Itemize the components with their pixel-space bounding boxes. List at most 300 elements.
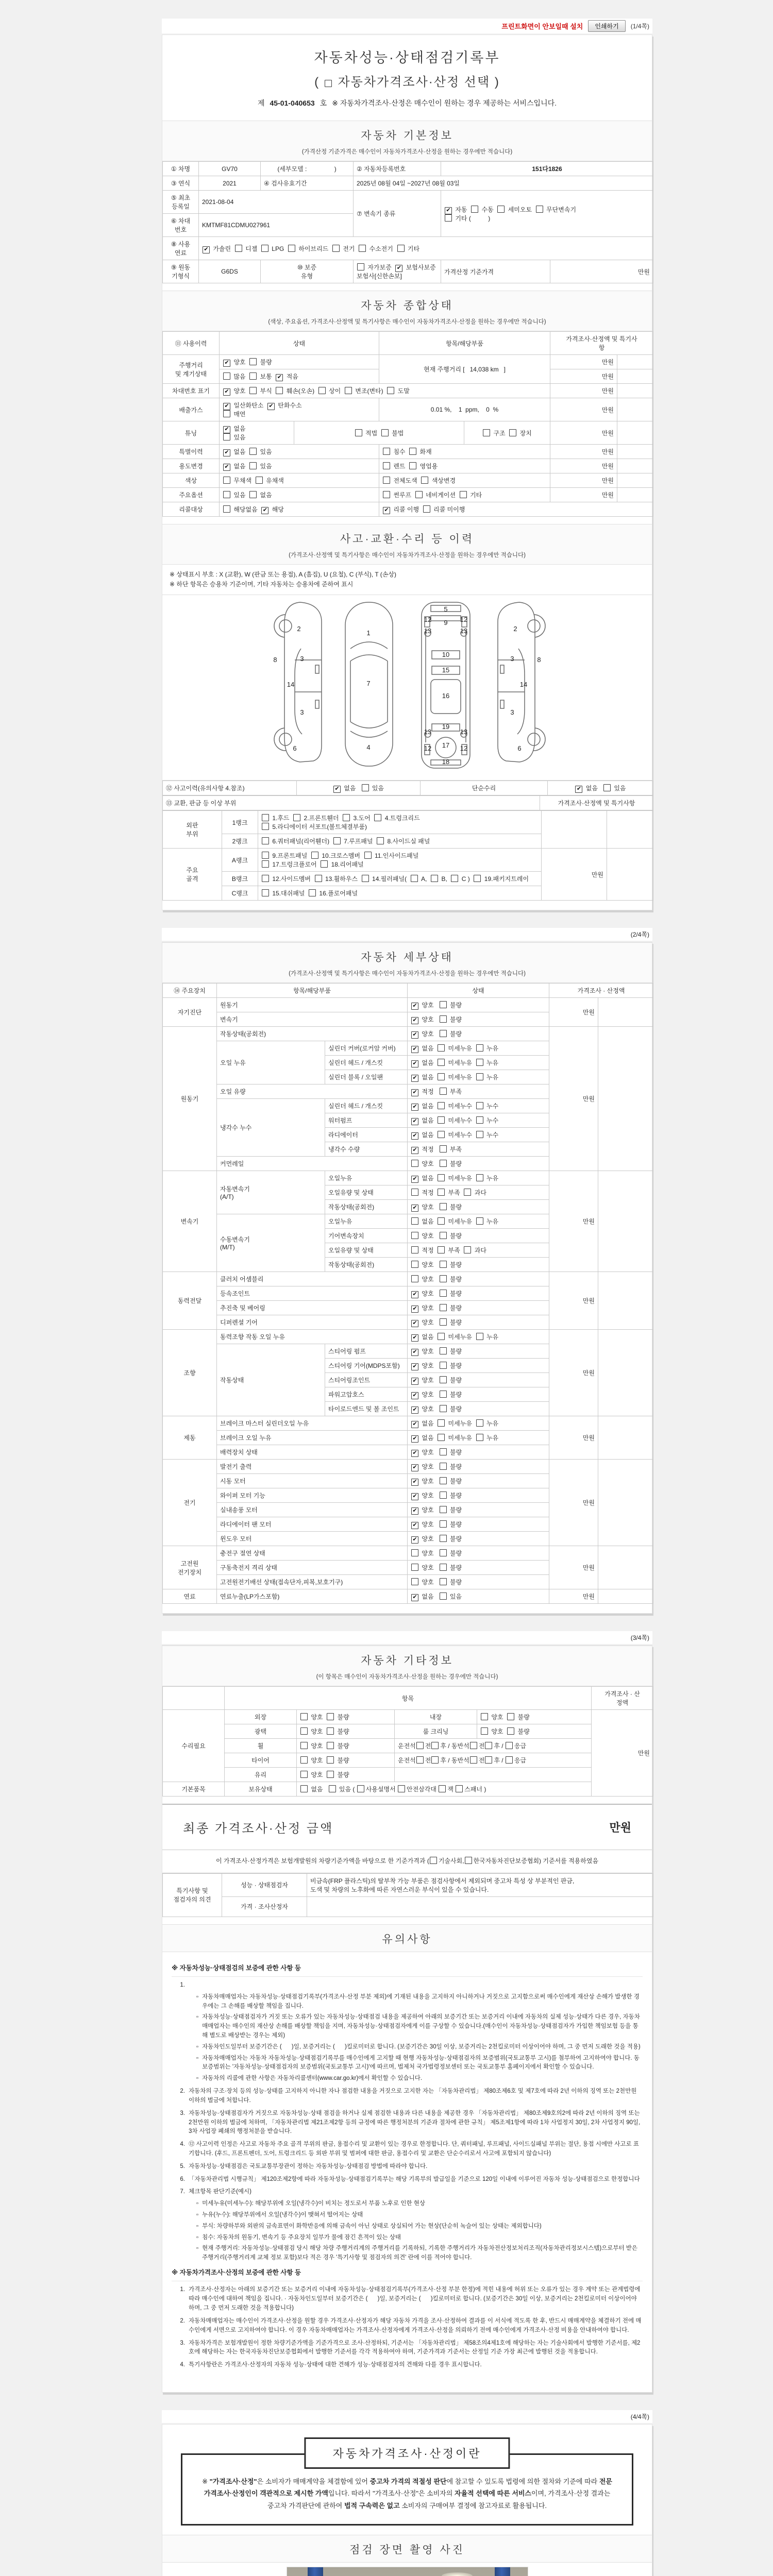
table-cell: ✔ 양호 불량	[408, 1503, 549, 1517]
svg-text:14: 14	[287, 681, 295, 689]
table-cell	[598, 1460, 653, 1546]
checkbox-unchecked	[440, 1318, 447, 1326]
notice-bullet	[196, 2233, 643, 2243]
section-basic-info	[162, 121, 652, 283]
table-cell: 배력장치 상태	[217, 1445, 408, 1460]
checkbox-unchecked	[438, 1116, 445, 1124]
table-cell: ✔ 양호 불량	[408, 1027, 549, 1041]
checkbox-unchecked	[439, 1785, 446, 1792]
table-cell: ✔ 양호 불량	[408, 1359, 549, 1373]
table-cell: 용도변경	[163, 459, 220, 473]
table-cell: 12.사이드멤버 13.휠하우스 14.필러패널( A, B, C ) 19.패키지트레이	[258, 872, 542, 886]
table-cell: ⑤ 최초 등록일	[163, 191, 199, 214]
checkbox-unchecked	[440, 1520, 447, 1528]
table-cell: (세부모델 : )	[261, 162, 354, 176]
table-cell: 상태	[408, 984, 549, 998]
notice-item-text: 자동차성능·상태점검자가 거짓으로 자동차성능·상태 점검을 하거나 실제 점검한 내용과 다른 내용을 제공한 경우 「자동차관리법」 제80조제9호의2에 따라 2년 이하의 징역 또는 2천만원 이하의 벌금에 처하며, 「자동차관리법 제21조제2항 등의 규정에 따른 행정처분의 기준과 절차에 관한 규칙」 제5조제1항에 따라 1차 사업정지 30일, 2차 사업정지 90일, 3차 사업장 폐쇄의 행정처분을 받습니다.	[189, 2110, 641, 2135]
checkbox-unchecked	[387, 387, 394, 394]
print-button[interactable]: 인쇄하기	[588, 20, 625, 32]
table-cell: 커먼레일	[217, 1157, 408, 1171]
table-cell: 제동	[163, 1416, 217, 1460]
table-cell: A랭크	[222, 849, 258, 872]
table-cell	[607, 811, 653, 849]
checkbox-unchecked	[474, 875, 481, 882]
table-cell: 시동 모터	[217, 1474, 408, 1488]
bullet-icon: ▫	[196, 2055, 199, 2061]
table-cell: ✔ 없음 미세누수 누수	[408, 1128, 549, 1142]
checkbox-unchecked	[223, 477, 230, 484]
table-cell: 상태	[220, 332, 379, 355]
table-cell: 2021	[199, 176, 261, 191]
table-cell	[598, 1027, 653, 1171]
table-cell: 오일누유	[325, 1214, 408, 1229]
svg-text:13: 13	[424, 627, 432, 635]
table-cell: 실린더 헤드 / 개스킷	[325, 1056, 408, 1070]
checkbox-unchecked	[421, 477, 428, 484]
table-cell: 추진축 및 베어링	[217, 1301, 408, 1315]
table-cell: ✔ 없음 미세누유 누유	[408, 1431, 549, 1445]
checkbox-unchecked	[430, 1857, 437, 1864]
table-cell: 작동상태	[217, 1344, 325, 1416]
table-cell: 기어변속장치	[325, 1229, 408, 1243]
table-cell	[617, 473, 653, 488]
table-cell: 1.후드 2.프론트휀더 3.도어 4.트렁크리드 5.라디에이터 서포트(볼트체결부품)	[258, 811, 542, 834]
checkbox-unchecked	[440, 1030, 447, 1037]
table-cell: 양호 불량	[297, 1753, 395, 1768]
checkbox-checked: ✔	[411, 1089, 418, 1096]
notice-item-number: 5.	[180, 2163, 185, 2170]
table-cell	[542, 811, 607, 849]
table-cell: 원동기	[217, 998, 408, 1012]
checkbox-checked: ✔	[411, 1507, 418, 1515]
checkbox-unchecked	[440, 1506, 447, 1513]
checkbox-checked: ✔	[411, 1291, 418, 1298]
table-cell: KMTMF81CDMU027961	[199, 214, 354, 237]
checkbox-checked: ✔	[223, 449, 230, 456]
notice-bullet-text: 자동차성능·상태점검자가 거짓 또는 오류가 있는 자동차성능·상태점검 내용을 제공하여 아래의 보증기간 또는 보증거리 이내에 자동차의 실제 성능·상태가 다른 경우, 자동차매매업자는 매수인의 재산상 손해를 배상할 책임을 지며, 자동차성능·상태점검자에게 이를 구상할 수 있습니다.(매수인이 자동차성능·상태점검자가 가입한 책임보험 등을 통해 별도로 배상받는 경우는 제외)	[202, 2014, 640, 2039]
checkbox-unchecked	[440, 1376, 447, 1383]
table-cell: ⑥ 차대 번호	[163, 214, 199, 237]
table-cell: 만원	[550, 445, 617, 459]
table-cell: 주요 골격	[163, 849, 222, 901]
svg-text:5: 5	[444, 605, 448, 614]
table-cell: 조향	[163, 1330, 217, 1416]
notice-item	[177, 2087, 643, 2106]
notice-item-number: 7.	[180, 2189, 185, 2195]
checkbox-checked: ✔	[267, 403, 275, 410]
table-cell: 연료	[163, 1589, 217, 1604]
table-cell: ⑩ 보증 유형	[261, 260, 354, 283]
svg-text:17: 17	[442, 741, 450, 750]
checkbox-unchecked	[262, 860, 269, 868]
bullet-icon: ▫	[196, 2014, 199, 2021]
checkbox-unchecked	[438, 1434, 445, 1441]
checkbox-unchecked	[440, 1405, 447, 1412]
exchange-repair-header	[162, 795, 653, 810]
table-cell: 만원	[549, 1027, 598, 1171]
checkbox-checked: ✔	[333, 786, 341, 793]
checkbox-checked: ✔	[411, 1392, 418, 1399]
checkbox-unchecked	[451, 875, 458, 882]
svg-text:2: 2	[513, 625, 517, 633]
table-cell: ⑭ 주요장치	[163, 984, 217, 998]
table-cell: 기본품목	[163, 1782, 225, 1797]
section-other-info	[162, 1646, 652, 1797]
checkbox-unchecked	[438, 1333, 445, 1340]
table-cell: 유리	[225, 1768, 297, 1782]
checkbox-checked: ✔	[411, 1104, 418, 1111]
table-cell: ✔ 없음 미세누수 누수	[408, 1099, 549, 1113]
checkbox-unchecked	[397, 245, 405, 252]
checkbox-unchecked	[440, 1362, 447, 1369]
checkbox-unchecked	[440, 1261, 447, 1268]
checkbox-unchecked	[329, 1785, 336, 1792]
table-cell: 실린더 헤드 / 개스킷	[325, 1099, 408, 1113]
table-cell: 만원	[549, 1460, 598, 1546]
notice-item-number: 4.	[180, 2362, 185, 2368]
table-cell	[307, 1896, 653, 1917]
checkbox-checked: ✔	[411, 1046, 418, 1053]
checkbox-unchecked	[476, 1174, 483, 1181]
table-cell	[598, 1546, 653, 1589]
table-cell: 리콜대상	[163, 502, 220, 517]
notice-bullet	[196, 2199, 643, 2209]
table-cell: 운전석 전 후 / 동반석 전 후 / 응급	[395, 1753, 592, 1768]
table-cell: 양호 불량	[408, 1561, 549, 1575]
detail-condition-table	[162, 983, 653, 1604]
table-cell: 주요옵션	[163, 488, 220, 502]
checkbox-unchecked	[411, 1217, 418, 1225]
table-cell: 특기사항 및 점검자의 의견	[163, 1873, 222, 1917]
checkbox-unchecked	[440, 1592, 447, 1600]
notice-item-text: 「자동차관리법 시행규칙」 제120조제2항에 따라 자동차성능·상태점검기록부는 해당 기록부의 발급일을 기준으로 120일 이내에 이루어진 자동차 성능·상태점검으로 한정합니다	[189, 2176, 640, 2182]
notice-item-number: 2.	[180, 2088, 185, 2095]
table-cell: 구조 장치	[464, 421, 550, 445]
table-cell: 워터펌프	[325, 1113, 408, 1128]
table-cell: ✔ 일산화탄소 ✔ 탄화수소 매연	[220, 398, 379, 421]
doc-number: 45-01-040653	[270, 99, 315, 107]
checkbox-unchecked	[383, 448, 390, 455]
doc-title: 자동차성능·상태점검기록부	[314, 50, 500, 65]
checkbox-unchecked	[223, 433, 230, 440]
section-title: 자동차 종합상태	[361, 300, 453, 312]
print-install-notice: 프린트화면이 안보일때 설치	[501, 23, 583, 30]
svg-text:3: 3	[510, 655, 514, 663]
checkbox-unchecked	[476, 1116, 483, 1124]
checkbox-checked: ✔	[223, 403, 230, 410]
table-cell: 내장	[395, 1710, 477, 1724]
table-cell: 배출가스	[163, 398, 220, 421]
checkbox-unchecked	[300, 1785, 308, 1792]
table-cell: ⑫ 사고이력(유의사항 4.참조)	[163, 781, 297, 795]
notice-item-number: 3.	[180, 2110, 185, 2116]
table-cell: 브레이크 오일 누유	[217, 1431, 408, 1445]
table-cell: 성능 · 상태점검자	[222, 1873, 307, 1896]
table-cell: 만원	[550, 459, 617, 473]
table-cell: 작동상태(공회전)	[325, 1258, 408, 1272]
table-cell: 전체도색 색상변경	[379, 473, 550, 488]
checkbox-unchecked	[438, 1174, 445, 1181]
final-price-note: 이 가격조사·산정가격은 보험개발원의 차량기준가액을 바탕으로 한 기준가격과 ( 기술사회, 한국자동차진단보증협회) 기준서를 적용하였음	[162, 1850, 652, 1873]
page-3	[162, 1645, 652, 2393]
table-cell: 주행거리 및 계기상태	[163, 355, 220, 384]
table-cell	[395, 1768, 592, 1782]
table-cell: ✔ 리콜 이행 리콜 미이행	[379, 502, 653, 517]
checkbox-unchecked	[311, 852, 318, 859]
svg-text:14: 14	[519, 681, 528, 689]
table-cell: 가격 · 조사산정자	[222, 1896, 307, 1917]
table-cell: 와이퍼 모터 기능	[217, 1488, 408, 1503]
table-cell: 9.프론트패널 10.크로스멤버 11.인사이드패널 17.트렁크플로어 18.리어패널	[258, 849, 542, 872]
table-cell: 룸 크리닝	[395, 1724, 477, 1739]
notice-item-number: 3.	[180, 2340, 185, 2346]
checkbox-checked: ✔	[411, 1306, 418, 1313]
table-cell: ③ 연식	[163, 176, 199, 191]
table-cell: ✔ 없음 미세누유 누유	[408, 1416, 549, 1431]
definition-box-title: 자동차가격조사·산정이란	[304, 2437, 510, 2469]
table-cell: 스티어링 펌프	[325, 1344, 408, 1359]
table-cell: 오일 유량	[217, 1084, 408, 1099]
checkbox-checked: ✔	[411, 1003, 418, 1010]
table-cell: 실린더 커버(로커암 커버)	[325, 1041, 408, 1056]
table-cell: 적정 부족 과다	[408, 1243, 549, 1258]
table-cell: 자가보증 ✔ 보험사보증 보험사[신한손보]	[354, 260, 441, 283]
checkbox-unchecked	[359, 245, 366, 252]
car-diagram-svg	[253, 599, 562, 772]
table-cell: 양호 불량	[408, 1575, 549, 1589]
checkbox-unchecked	[465, 1857, 472, 1864]
table-cell: ✔ 없음 있음	[220, 445, 379, 459]
checkbox-unchecked	[411, 875, 418, 882]
checkbox-unchecked	[438, 1102, 445, 1109]
notice-bullet	[196, 1993, 643, 2011]
page-4	[162, 2424, 652, 2576]
checkbox-unchecked	[476, 1073, 483, 1080]
notice-item-text: 자동차성능·상태점검은 국토교통부장관이 정하는 자동차성능·상태점검 방법에 따라야 합니다.	[189, 2163, 428, 2170]
svg-text:13: 13	[460, 627, 468, 635]
checkbox-unchecked	[249, 387, 257, 394]
table-cell: 수동변속기 (M/T)	[217, 1214, 325, 1272]
checkbox-unchecked	[327, 1727, 334, 1735]
table-cell: 가격조사·산정액 및 특기사 항	[550, 332, 653, 355]
table-cell: 만원	[592, 1710, 653, 1797]
svg-text:3: 3	[300, 655, 304, 663]
table-cell: ✔ 없음 있음	[220, 421, 294, 445]
svg-text:12: 12	[424, 616, 432, 624]
table-cell: 만원	[549, 1272, 598, 1330]
svg-text:19: 19	[442, 723, 450, 731]
section-note: (가격조사·산정액 및 특기사항은 매수인이 자동차가격조사·산정을 원하는 경우에만 적습니다)	[289, 971, 526, 977]
table-cell: ⑦ 변속기 종류	[354, 191, 441, 237]
document-header	[162, 35, 652, 113]
table-cell	[598, 1589, 653, 1604]
checkbox-unchecked	[262, 823, 269, 830]
svg-text:3: 3	[300, 708, 304, 717]
checkbox-unchecked	[440, 1290, 447, 1297]
checkbox-unchecked	[438, 1059, 445, 1066]
table-cell: ✔ 없음 미세누유 누유	[408, 1330, 549, 1344]
checkbox-unchecked	[507, 1727, 514, 1735]
table-cell	[617, 369, 653, 384]
checkbox-checked: ✔	[411, 1060, 418, 1067]
checkbox-unchecked	[536, 206, 543, 213]
table-cell: ✔ 양호 불량	[408, 1532, 549, 1546]
table-cell: 발전기 출력	[217, 1460, 408, 1474]
table-cell: ⑨ 원동 기형식	[163, 260, 199, 283]
table-cell: 오일누유	[325, 1171, 408, 1185]
checkbox-unchecked	[440, 1275, 447, 1282]
table-cell	[598, 998, 653, 1027]
section-title: 자동차 기타정보	[361, 1655, 453, 1667]
table-cell: 고전원전기배선 상태(접속단자,피복,보호기구)	[217, 1575, 408, 1589]
table-cell: 현재 주행거리 [ 14,038 km ]	[379, 355, 550, 384]
table-cell: 만원	[550, 369, 617, 384]
table-cell: 2025년 08월 04일 ~2027년 08월 03일	[354, 176, 653, 191]
checkbox-unchecked	[383, 462, 390, 469]
checkbox-unchecked	[416, 1742, 424, 1749]
price-appraisal-definition-box	[181, 2447, 633, 2526]
table-cell	[617, 384, 653, 398]
notice-bullet-text: 침수: 자동차의 원동기, 변속기 등 주요장치 일부가 물에 잠긴 흔적이 있는 상태	[202, 2234, 401, 2241]
checkbox-unchecked	[249, 372, 257, 380]
table-cell: 양호 불량	[408, 1272, 549, 1286]
table-cell: 만원	[549, 1589, 598, 1604]
table-cell: ⑪ 사용이력	[163, 332, 220, 355]
table-cell: 실내송풍 모터	[217, 1503, 408, 1517]
checkbox-unchecked	[483, 429, 490, 436]
svg-text:6: 6	[517, 744, 522, 753]
doc-number-line	[162, 98, 652, 108]
checkbox-checked: ✔	[411, 1031, 418, 1039]
checkbox-unchecked	[438, 1131, 445, 1138]
checkbox-checked: ✔	[411, 1536, 418, 1544]
table-cell	[598, 1416, 653, 1460]
checkbox-unchecked	[476, 1434, 483, 1441]
section-title: 유의사항	[382, 1933, 432, 1945]
checkbox-checked: ✔	[575, 786, 582, 793]
table-cell: 파워고압호스	[325, 1387, 408, 1402]
checkbox-unchecked	[411, 1578, 418, 1585]
svg-text:6: 6	[293, 744, 297, 753]
table-cell: ⑬ 교환, 판금 등 이상 부위	[163, 796, 540, 810]
table-cell: 휠	[225, 1739, 297, 1753]
checkbox-unchecked	[416, 1756, 424, 1764]
checkbox-unchecked	[288, 245, 295, 252]
table-cell: 만원	[549, 1330, 598, 1416]
checkbox-unchecked	[507, 1713, 514, 1720]
table-cell: 동력전달	[163, 1272, 217, 1330]
checkbox-checked: ✔	[411, 1421, 418, 1428]
table-cell: 단순수리	[421, 781, 548, 795]
svg-text:7: 7	[366, 680, 371, 688]
checkbox-unchecked	[262, 889, 269, 896]
checkbox-unchecked	[362, 875, 369, 882]
notice-bullet-text: 누유(누수): 해당부위에서 오일(냉각수)이 맺혀서 떨어지는 상태	[202, 2212, 363, 2218]
notice-item	[177, 2317, 643, 2335]
section-cautions	[162, 1924, 652, 2383]
table-cell: 있음 없음	[220, 488, 379, 502]
table-cell: 오일유량 및 상태	[325, 1185, 408, 1200]
final-price-amount: 만원	[609, 1821, 631, 1835]
page-1	[162, 35, 652, 910]
checkbox-checked: ✔	[276, 374, 283, 381]
notice-item-number: 6.	[180, 2176, 185, 2182]
final-price-row	[162, 1804, 652, 1850]
table-cell: 전기	[163, 1460, 217, 1546]
svg-text:8: 8	[273, 656, 277, 664]
table-cell: 타이어	[225, 1753, 297, 1768]
table-cell: 자기진단	[163, 998, 217, 1027]
checkbox-unchecked	[235, 245, 242, 252]
table-cell: B랭크	[222, 872, 258, 886]
checkbox-checked: ✔	[411, 1450, 418, 1457]
table-cell: 만원	[550, 384, 617, 398]
checkbox-unchecked	[409, 448, 416, 455]
table-cell: 만원	[549, 1546, 598, 1589]
notice-bullet-text: 자동차의 리콜에 관한 사항은 자동차리콜센터(www.car.go.kr)에서 확인할 수 있습니다.	[202, 2075, 423, 2082]
table-cell: 냉각수 수량	[325, 1142, 408, 1157]
table-cell: 무채색 유채색	[220, 473, 379, 488]
notice-item-text: 가격조사·산정자는 아래의 보증기간 또는 보증거리 이내에 자동차성능·상태점검기록부(가격조사·산정 부분 한정)에 적힌 내용에 허위 또는 오류가 있는 경우 계약 또는 관계법령에 따라 매수인에 대하여 책임을 집니다. · 자동차인도일부터 보증기간은 ( )일, 보증거리는 ( )킬로미터로 합니다. (보증기간은 30일 이상, 보증거리는 2천킬로미터 이상이어야 하며, 그 중 먼저 도래한 것을 적용합니다)	[189, 2286, 641, 2312]
table-cell: 가격산정 기준가격	[441, 260, 550, 283]
checkbox-unchecked	[440, 1477, 447, 1484]
svg-text:16: 16	[442, 692, 450, 700]
checkbox-unchecked	[485, 1742, 492, 1749]
checkbox-checked: ✔	[411, 1522, 418, 1529]
checkbox-unchecked	[471, 206, 478, 213]
table-cell: 자동변속기 (A/T)	[217, 1171, 325, 1214]
page-marker-4: (4/4쪽)	[162, 2410, 652, 2423]
table-cell: ✔ 없음 있음	[408, 1589, 549, 1604]
checkbox-unchecked	[438, 1217, 445, 1225]
car-damage-diagram	[162, 595, 652, 781]
table-cell: 타이로드엔드 및 볼 조인트	[325, 1402, 408, 1416]
notice-bullet-text: 자동차매매업자는 자동차성능·상태점검기록부(가격조사·산정 부분 제외)에 기재된 내용을 고지하지 아니하거나 거짓으로 고지함으로써 매수인에게 재산상 손해가 발생한 경우에는 그 손해를 배상할 책임을 집니다.	[202, 1993, 640, 2009]
svg-text:1: 1	[366, 629, 371, 637]
table-cell: ⑧ 사용 연료	[163, 237, 199, 260]
checkbox-unchecked	[223, 410, 230, 417]
checkbox-unchecked	[300, 1713, 308, 1720]
checkbox-unchecked	[431, 875, 438, 882]
table-cell: C랭크	[222, 886, 258, 901]
table-cell: 항목/해당부품	[217, 984, 408, 998]
table-cell: ✔ 양호 불량	[408, 1200, 549, 1214]
table-cell: 광택	[225, 1724, 297, 1739]
checkbox-unchecked	[476, 1333, 483, 1340]
bullet-icon: ▫	[196, 2200, 199, 2207]
page-marker-2: (2/4쪽)	[162, 928, 652, 941]
checkbox-unchecked	[300, 1756, 308, 1764]
notice-bullet	[196, 2222, 643, 2231]
checkbox-checked: ✔	[445, 207, 452, 214]
checkbox-unchecked	[300, 1727, 308, 1735]
table-cell: 색상	[163, 473, 220, 488]
table-cell: 가격조사·산정액 및 특기사항	[540, 796, 653, 810]
table-cell: 1랭크	[222, 811, 258, 834]
checkbox-checked: ✔	[223, 426, 230, 433]
table-cell	[163, 1687, 225, 1710]
notice-item-text: 특기사항란은 가격조사·산정자의 자동차 성능·상태에 대한 견해가 성능·상태점검자의 견해와 다를 경우 표시합니다.	[189, 2362, 482, 2368]
notice-item-text: 자동차가격은 보험개발원이 정한 차량기준가액을 기준가격으로 조사·산정하되, 기준서는 「자동차관리법」 제58조의4제1호에 해당하는 자는 기술사회에서 발행한 기준서를, 제2호에 해당하는 자는 한국자동차진단보증협회에서 발행한 기준서를 각각 적용하여야 하며, 기준가격과 기준서는 산정일 기준 가장 최근에 발행된 것을 적용합니다.	[189, 2340, 641, 2355]
notice-item	[177, 2361, 643, 2370]
svg-text:13: 13	[424, 728, 432, 736]
checkbox-checked: ✔	[395, 265, 402, 272]
notice-bullet	[196, 2074, 643, 2083]
table-cell: 양호 불량	[408, 1157, 549, 1171]
table-cell: 만원	[550, 473, 617, 488]
lift-post	[495, 2567, 510, 2576]
checkbox-checked: ✔	[411, 1435, 418, 1443]
